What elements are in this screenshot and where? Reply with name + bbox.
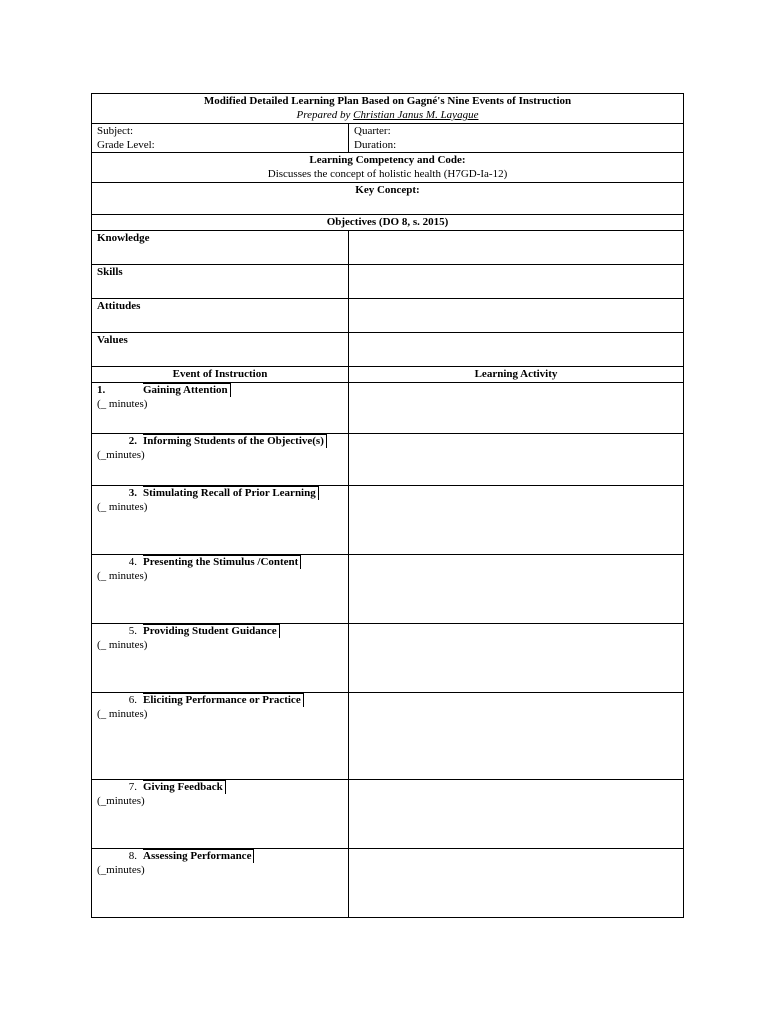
event-row xyxy=(92,693,684,780)
objective-values: Values xyxy=(92,333,349,367)
event-name: Assessing Performance xyxy=(143,849,254,863)
event-minutes: (_ minutes) xyxy=(97,501,148,513)
event-row xyxy=(92,555,684,624)
event-name: Eliciting Performance or Practice xyxy=(143,693,304,707)
key-concept-row xyxy=(92,183,684,215)
event-name: Presenting the Stimulus /Content xyxy=(143,555,301,569)
learning-activity-cell xyxy=(349,849,684,918)
key-concept-heading: Key Concept: xyxy=(92,183,684,215)
grade-level-label: Grade Level: xyxy=(97,139,155,151)
event-row xyxy=(92,780,684,849)
event-row xyxy=(92,383,684,434)
event-row xyxy=(92,434,684,486)
objective-row xyxy=(92,299,684,333)
info-row xyxy=(92,124,684,153)
learning-activity-cell xyxy=(349,780,684,849)
event-number: 2. xyxy=(128,435,137,447)
events-header-row xyxy=(92,367,684,383)
objective-skills-cell xyxy=(349,265,684,299)
learning-plan-table xyxy=(91,93,684,918)
objective-row xyxy=(92,333,684,367)
objective-skills: Skills xyxy=(92,265,349,299)
competency-row xyxy=(92,153,684,183)
event-minutes: (_ minutes) xyxy=(97,639,148,651)
quarter-label: Quarter: xyxy=(354,125,391,137)
learning-plan-sheet xyxy=(91,93,684,918)
learning-activity-cell xyxy=(349,486,684,555)
event-name: Stimulating Recall of Prior Learning xyxy=(143,486,319,500)
subject-label: Subject: xyxy=(97,125,134,137)
event-row xyxy=(92,486,684,555)
competency-heading: Learning Competency and Code: xyxy=(309,154,466,166)
learning-activity-cell xyxy=(349,434,684,486)
event-number: 6. xyxy=(128,694,137,706)
learning-activity-cell xyxy=(349,624,684,693)
objective-values-cell xyxy=(349,333,684,367)
learning-activity-cell xyxy=(349,555,684,624)
event-name: Providing Student Guidance xyxy=(143,624,280,638)
document-title: Modified Detailed Learning Plan Based on Gagné's Nine Events of Instruction xyxy=(203,95,572,107)
event-column-header: Event of Instruction xyxy=(92,367,349,383)
event-name: Informing Students of the Objective(s) xyxy=(143,434,327,448)
event-minutes: (_ minutes) xyxy=(97,398,148,410)
event-number: 3. xyxy=(128,487,137,499)
event-row xyxy=(92,849,684,918)
event-number: 4. xyxy=(128,556,137,568)
objectives-heading-row xyxy=(92,215,684,231)
learning-activity-cell xyxy=(349,383,684,434)
author-name: Christian Janus M. Layague xyxy=(353,109,479,121)
event-number: 5. xyxy=(128,625,137,637)
event-minutes: (_minutes) xyxy=(97,795,145,807)
duration-label: Duration: xyxy=(354,139,397,151)
event-minutes: (_minutes) xyxy=(97,449,145,461)
event-number: 8. xyxy=(128,850,137,862)
prepared-by-prefix: Prepared by xyxy=(296,109,351,121)
objective-attitudes-cell xyxy=(349,299,684,333)
learning-activity-cell xyxy=(349,693,684,780)
objective-attitudes: Attitudes xyxy=(92,299,349,333)
title-row xyxy=(92,94,684,124)
activity-column-header: Learning Activity xyxy=(349,367,684,383)
event-minutes: (_minutes) xyxy=(97,864,145,876)
competency-text: Discusses the concept of holistic health (H7GD-Ia-12) xyxy=(267,168,508,180)
event-name: Giving Feedback xyxy=(143,780,226,794)
objective-row xyxy=(92,231,684,265)
event-row xyxy=(92,624,684,693)
objectives-heading: Objectives (DO 8, s. 2015) xyxy=(92,215,684,231)
objective-knowledge-cell xyxy=(349,231,684,265)
objective-knowledge: Knowledge xyxy=(92,231,349,265)
event-number: 1. xyxy=(97,384,106,396)
event-number: 7. xyxy=(128,781,137,793)
event-minutes: (_ minutes) xyxy=(97,708,148,720)
objective-row xyxy=(92,265,684,299)
prepared-by xyxy=(97,108,678,122)
event-minutes: (_ minutes) xyxy=(97,570,148,582)
event-name: Gaining Attention xyxy=(143,383,231,397)
